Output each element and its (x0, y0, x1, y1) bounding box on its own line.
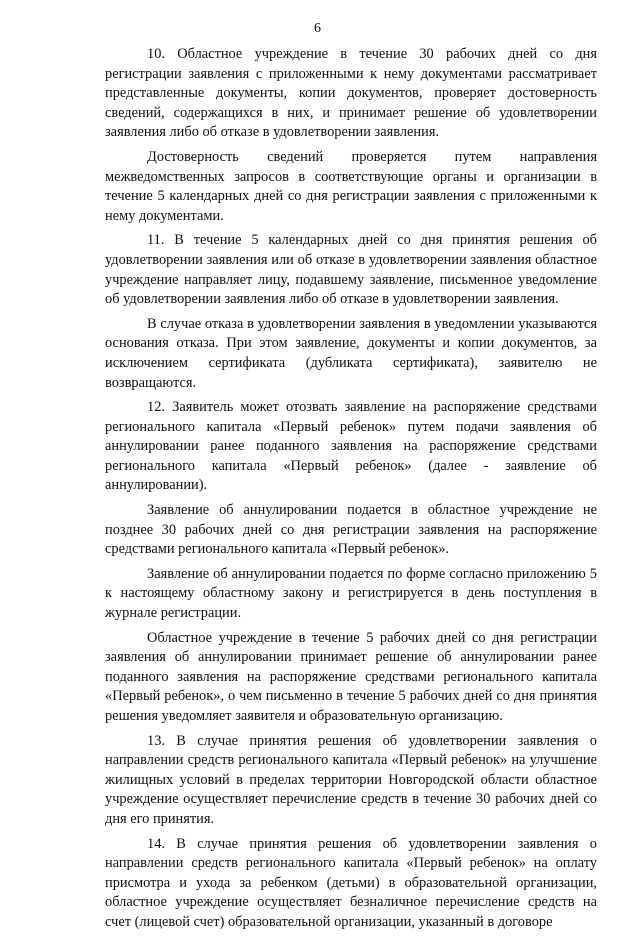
paragraph-annulment-decision: Областное учреждение в течение 5 рабочих дней со дня регистрации заявления об аннулировании принимает решение об аннулировании ранее поданного заявления на распоряжение средствами регионального капитала «Первый ребенок», о чем письменно в течение 5 рабочих дней со дня принятия решения уведомляет заявителя и образовательную организацию. (105, 629, 597, 724)
paragraph-12: 12. Заявитель может отозвать заявление на распоряжение средствами регионального капитала «Первый ребенок» путем подачи заявления об аннулировании ранее поданного заявления на распоряжение средствами регионального капитала «Первый ребенок» (далее - заявление об аннулировании). (105, 399, 597, 494)
paragraph-verification: Достоверность сведений проверяется путем направления межведомственных запросов в соответствующие органы и организации в течение 5 календарных дней со дня регистрации заявления с приложенными к нему документами. (105, 148, 597, 224)
paragraph-10: 10. Областное учреждение в течение 30 рабочих дней со дня регистрации заявления с приложенными к нему документами рассматривает представленные документы, копии документов, проверяет достоверность сведений, содержащихся в них, и принимает решение об удовлетворении заявления либо об отказе в удовлетворении заявления. (105, 46, 597, 141)
paragraph-refusal: В случае отказа в удовлетворении заявления в уведомлении указываются основания отказа. При этом заявление, документы и копии документов, за исключением сертификата (дубликата сертификата), заявителю не возвращаются. (105, 315, 597, 391)
paragraph-14: 14. В случае принятия решения об удовлетворении заявления о направлении средств регионального капитала «Первый ребенок» на оплату присмотра и ухода за ребенком (детьми) в образовательной организации, областное учреждение осуществляет безналичное перечисление средств на счет (лицевой счет) образовательной организации, указанный в договоре (105, 835, 597, 930)
paragraph-11: 11. В течение 5 календарных дней со дня принятия решения об удовлетворении заявления или об отказе в удовлетворении заявления областное учреждение направляет лицу, подавшему заявление, письменное уведомление об удовлетворении заявления либо об отказе в удовлетворении заявления. (105, 232, 597, 308)
paragraph-13: 13. В случае принятия решения об удовлетворении заявления о направлении средств регионального капитала «Первый ребенок» на улучшение жилищных условий в пределах территории Новгородской области областное учреждение осуществляет перечисление средств в течение 30 рабочих дней со дня его принятия. (105, 732, 597, 827)
paragraph-annulment-deadline: Заявление об аннулировании подается в областное учреждение не позднее 30 рабочих дней со дня регистрации заявления на распоряжение средствами регионального капитала «Первый ребенок». (105, 502, 597, 558)
document-body (105, 45, 597, 938)
paragraph-annulment-form: Заявление об аннулировании подается по форме согласно приложению 5 к настоящему областному закону и регистрируется в день поступления в журнале регистрации. (105, 565, 597, 622)
page-number: 6 (314, 21, 321, 36)
